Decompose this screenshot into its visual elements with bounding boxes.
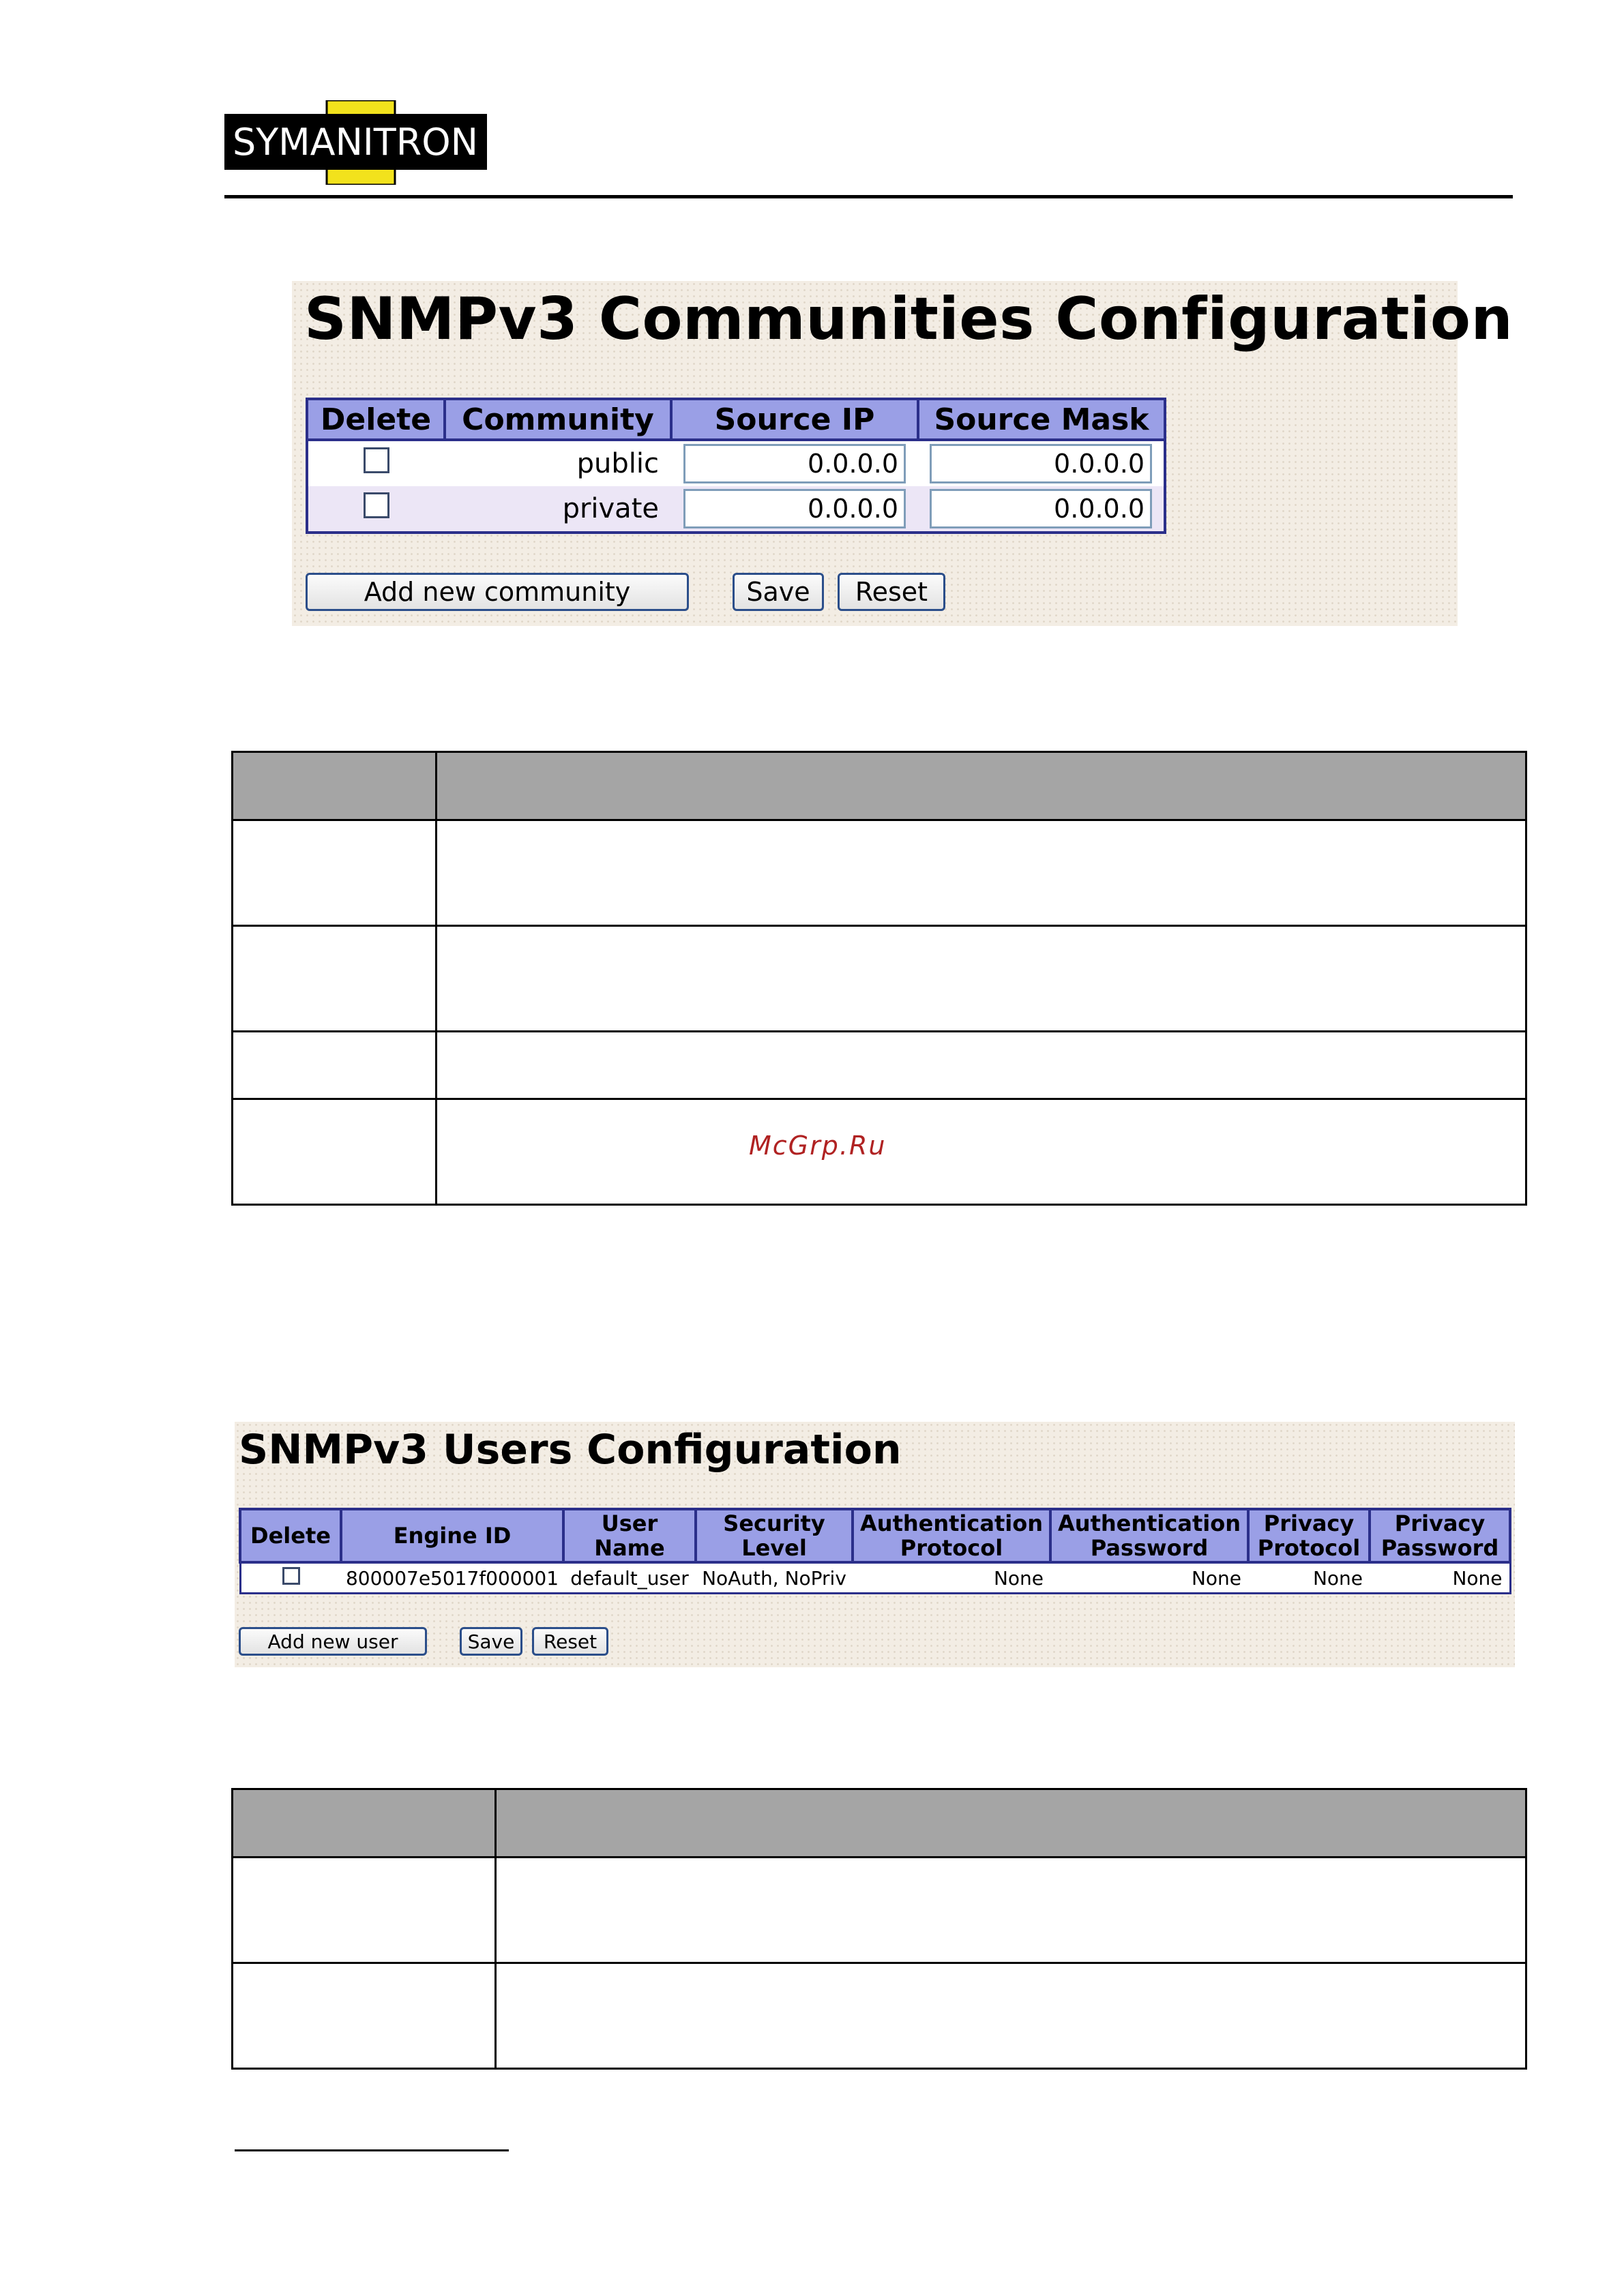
header-cell [496, 1789, 1526, 1858]
users-config-screenshot [235, 1422, 1515, 1667]
col-security-level: Security Level [696, 1509, 853, 1562]
table-row [307, 440, 1165, 486]
community-name: private [445, 486, 671, 533]
save-button[interactable]: Save [460, 1627, 522, 1656]
privacy-password: None [1370, 1562, 1510, 1594]
table-row [307, 486, 1165, 533]
col-auth-password: Authentication Password [1050, 1509, 1248, 1562]
header-cell [437, 752, 1526, 820]
header-cell [233, 752, 437, 820]
source-mask-input[interactable] [930, 489, 1152, 528]
auth-password: None [1050, 1562, 1248, 1594]
communities-table [306, 398, 1166, 534]
col-source-mask: Source Mask [918, 399, 1165, 440]
delete-checkbox[interactable] [364, 447, 389, 473]
add-community-button[interactable]: Add new community [306, 573, 689, 611]
col-delete: Delete [307, 399, 445, 440]
col-auth-protocol: Authentication Protocol [853, 1509, 1050, 1562]
user-name-link[interactable]: default_user [563, 1562, 696, 1594]
table-row [233, 1963, 1526, 2069]
users-title: SNMPv3 Users Configuration [239, 1426, 902, 1474]
users-description-table [231, 1788, 1527, 2070]
table-row [233, 1032, 1526, 1099]
col-privacy-password: Privacy Password [1370, 1509, 1510, 1562]
col-source-ip: Source IP [671, 399, 918, 440]
header-rule [224, 195, 1513, 198]
col-engine-id: Engine ID [341, 1509, 563, 1562]
users-table [239, 1508, 1511, 1594]
source-ip-input[interactable] [683, 489, 906, 528]
table-row [233, 820, 1526, 926]
engine-id-link[interactable]: 800007e5017f000001 [341, 1562, 563, 1594]
logo-text: SYMANITRON [233, 121, 478, 164]
symanitron-logo [224, 100, 487, 185]
delete-checkbox[interactable] [282, 1567, 300, 1585]
watermark: McGrp.Ru [749, 1131, 887, 1161]
col-privacy-protocol: Privacy Protocol [1248, 1509, 1370, 1562]
col-user-name: User Name [563, 1509, 696, 1562]
col-community: Community [445, 399, 671, 440]
privacy-protocol: None [1248, 1562, 1370, 1594]
source-mask-input[interactable] [930, 444, 1152, 483]
table-row [240, 1562, 1510, 1594]
reset-button[interactable]: Reset [532, 1627, 608, 1656]
col-delete: Delete [240, 1509, 341, 1562]
header-cell [233, 1789, 496, 1858]
communities-title: SNMPv3 Communities Configuration [304, 285, 1514, 353]
add-user-button[interactable]: Add new user [239, 1627, 427, 1656]
table-row [233, 926, 1526, 1032]
footnote-rule [235, 2149, 509, 2151]
auth-protocol: None [853, 1562, 1050, 1594]
communities-config-screenshot [292, 281, 1514, 626]
security-level: NoAuth, NoPriv [696, 1562, 853, 1594]
source-ip-input[interactable] [683, 444, 906, 483]
community-name: public [445, 440, 671, 486]
reset-button[interactable]: Reset [838, 573, 945, 611]
delete-checkbox[interactable] [364, 492, 389, 518]
table-row [233, 1858, 1526, 1963]
save-button[interactable]: Save [733, 573, 824, 611]
